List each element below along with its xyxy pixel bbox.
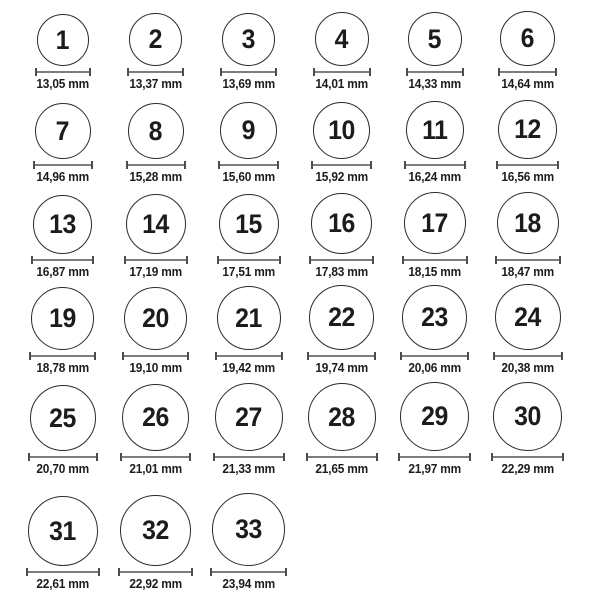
diameter-measure-line: [402, 256, 468, 264]
ring-size-number: 21: [235, 302, 262, 333]
diameter-label: 23,94 mm: [222, 577, 275, 592]
ring-size-item: [202, 0, 295, 94]
diameter-label: 17,83 mm: [315, 265, 368, 280]
ring-circle: [313, 102, 370, 159]
ring-circle: [37, 14, 89, 66]
ring-size-item: [16, 479, 109, 594]
ring-size-number: 31: [49, 515, 76, 546]
ring-size-number: 3: [241, 24, 256, 55]
ring-size-item: [109, 0, 202, 94]
ring-size-number: 9: [241, 115, 256, 146]
ring-circle: [220, 102, 277, 159]
ring-size-item: [388, 187, 481, 282]
ring-size-number: 30: [514, 401, 541, 432]
ring-size-number: 13: [49, 209, 76, 240]
diameter-measure-line: [127, 68, 184, 76]
diameter-label: 15,28 mm: [129, 170, 182, 185]
ring-circle: [217, 286, 281, 350]
ring-size-item: [295, 94, 388, 187]
diameter-measure-line: [35, 68, 91, 76]
diameter-measure-line: [122, 352, 189, 360]
diameter-label: 20,06 mm: [408, 361, 461, 376]
ring-circle: [308, 383, 376, 451]
diameter-label: 13,05 mm: [36, 77, 89, 92]
ring-circle: [315, 12, 369, 66]
diameter-label: 16,56 mm: [501, 170, 554, 185]
diameter-measure-line: [218, 161, 279, 169]
diameter-label: 19,74 mm: [315, 361, 368, 376]
ring-circle: [129, 13, 182, 66]
ring-size-item: [202, 378, 295, 479]
ring-size-item: [109, 94, 202, 187]
diameter-measure-line: [400, 352, 469, 360]
ring-size-number: 11: [421, 114, 448, 145]
ring-size-item: [16, 94, 109, 187]
ring-circle: [31, 287, 94, 350]
ring-circle: [219, 194, 279, 254]
ring-size-item: [295, 0, 388, 94]
diameter-label: 18,78 mm: [36, 361, 89, 376]
ring-circle: [493, 382, 562, 451]
ring-circle: [215, 383, 283, 451]
diameter-label: 14,01 mm: [315, 77, 368, 92]
ring-circle: [498, 100, 557, 159]
diameter-measure-line: [307, 352, 376, 360]
diameter-measure-line: [406, 68, 464, 76]
ring-circle: [124, 287, 187, 350]
ring-size-number: 6: [520, 23, 535, 54]
diameter-measure-line: [496, 161, 559, 169]
ring-size-number: 1: [55, 24, 70, 55]
ring-size-number: 29: [421, 401, 448, 432]
ring-size-number: 24: [514, 301, 541, 332]
ring-size-item: [109, 378, 202, 479]
ring-circle: [30, 385, 96, 451]
diameter-measure-line: [398, 453, 471, 461]
diameter-measure-line: [313, 68, 371, 76]
ring-circle: [120, 495, 191, 566]
ring-circle: [404, 192, 466, 254]
ring-size-item: [481, 282, 574, 378]
diameter-measure-line: [306, 453, 378, 461]
ring-size-item: [481, 187, 574, 282]
ring-size-number: 33: [235, 514, 262, 545]
ring-size-number: 4: [334, 23, 349, 54]
diameter-label: 16,87 mm: [36, 265, 89, 280]
diameter-label: 21,65 mm: [315, 462, 368, 477]
diameter-label: 14,33 mm: [408, 77, 461, 92]
ring-size-item: [16, 0, 109, 94]
diameter-label: 17,51 mm: [222, 265, 275, 280]
diameter-measure-line: [31, 256, 94, 264]
ring-size-number: 17: [421, 207, 448, 238]
ring-circle: [128, 103, 184, 159]
ring-size-number: 18: [514, 207, 541, 238]
ring-circle: [33, 195, 92, 254]
ring-size-item: [388, 0, 481, 94]
ring-size-item: [388, 282, 481, 378]
diameter-label: 14,64 mm: [501, 77, 554, 92]
diameter-label: 22,92 mm: [129, 577, 182, 592]
ring-size-number: 7: [55, 115, 70, 146]
ring-size-item: [16, 282, 109, 378]
ring-size-number: 32: [142, 515, 169, 546]
diameter-label: 14,96 mm: [36, 170, 89, 185]
diameter-measure-line: [213, 453, 285, 461]
ring-circle: [497, 192, 559, 254]
ring-size-item: [481, 0, 574, 94]
diameter-measure-line: [309, 256, 374, 264]
ring-size-number: 28: [328, 401, 355, 432]
diameter-measure-line: [28, 453, 98, 461]
diameter-measure-line: [311, 161, 372, 169]
diameter-label: 19,10 mm: [129, 361, 182, 376]
diameter-measure-line: [215, 352, 283, 360]
diameter-measure-line: [493, 352, 563, 360]
diameter-measure-line: [220, 68, 277, 76]
diameter-measure-line: [491, 453, 564, 461]
diameter-label: 15,92 mm: [315, 170, 368, 185]
diameter-label: 15,60 mm: [222, 170, 275, 185]
ring-size-item: [295, 378, 388, 479]
ring-size-number: 5: [427, 23, 442, 54]
diameter-label: 22,29 mm: [501, 462, 554, 477]
ring-size-item: [295, 187, 388, 282]
ring-size-number: 8: [148, 115, 163, 146]
ring-size-number: 22: [328, 302, 355, 333]
ring-size-item: [109, 479, 202, 594]
ring-size-number: 19: [49, 303, 76, 334]
diameter-label: 19,42 mm: [222, 361, 275, 376]
ring-size-number: 25: [49, 402, 76, 433]
diameter-measure-line: [118, 568, 193, 576]
diameter-measure-line: [210, 568, 287, 576]
ring-circle: [408, 12, 462, 66]
ring-size-item: [16, 378, 109, 479]
diameter-measure-line: [26, 568, 100, 576]
ring-size-number: 12: [514, 114, 541, 145]
diameter-measure-line: [120, 453, 191, 461]
diameter-measure-line: [33, 161, 93, 169]
ring-circle: [35, 103, 91, 159]
ring-circle: [122, 384, 189, 451]
ring-circle: [400, 382, 469, 451]
diameter-label: 20,70 mm: [36, 462, 89, 477]
diameter-label: 13,69 mm: [222, 77, 275, 92]
diameter-measure-line: [498, 68, 557, 76]
ring-size-item: [109, 187, 202, 282]
ring-size-item: [388, 378, 481, 479]
ring-size-number: 15: [235, 208, 262, 239]
ring-size-number: 10: [328, 115, 355, 146]
ring-size-number: 26: [142, 402, 169, 433]
ring-size-number: 23: [421, 302, 448, 333]
ring-size-item: [295, 282, 388, 378]
ring-circle: [495, 284, 561, 350]
ring-size-number: 16: [328, 208, 355, 239]
diameter-label: 21,33 mm: [222, 462, 275, 477]
ring-size-number: 20: [142, 303, 169, 334]
diameter-label: 18,15 mm: [408, 265, 461, 280]
ring-size-number: 14: [142, 208, 169, 239]
ring-circle: [126, 194, 186, 254]
ring-circle: [500, 11, 555, 66]
ring-circle: [309, 285, 374, 350]
diameter-label: 18,47 mm: [501, 265, 554, 280]
diameter-measure-line: [29, 352, 96, 360]
ring-size-item: [388, 94, 481, 187]
ring-size-item: [202, 94, 295, 187]
ring-size-item: [481, 94, 574, 187]
ring-size-item: [202, 187, 295, 282]
diameter-label: 22,61 mm: [36, 577, 89, 592]
diameter-label: 21,01 mm: [129, 462, 182, 477]
ring-size-item: [202, 282, 295, 378]
diameter-measure-line: [404, 161, 466, 169]
diameter-label: 17,19 mm: [129, 265, 182, 280]
ring-size-item: [16, 187, 109, 282]
ring-size-item: [109, 282, 202, 378]
ring-circle: [311, 193, 372, 254]
diameter-label: 21,97 mm: [408, 462, 461, 477]
ring-circle: [28, 496, 98, 566]
diameter-measure-line: [217, 256, 281, 264]
diameter-measure-line: [126, 161, 186, 169]
ring-circle: [402, 285, 467, 350]
ring-circle: [212, 493, 285, 566]
ring-size-number: 2: [148, 24, 163, 55]
ring-size-item: [481, 378, 574, 479]
ring-circle: [406, 101, 464, 159]
diameter-label: 16,24 mm: [408, 170, 461, 185]
diameter-measure-line: [495, 256, 561, 264]
ring-size-number: 27: [235, 401, 262, 432]
diameter-measure-line: [124, 256, 188, 264]
ring-circle: [222, 13, 275, 66]
diameter-label: 13,37 mm: [129, 77, 182, 92]
diameter-label: 20,38 mm: [501, 361, 554, 376]
ring-size-item: [202, 479, 295, 594]
